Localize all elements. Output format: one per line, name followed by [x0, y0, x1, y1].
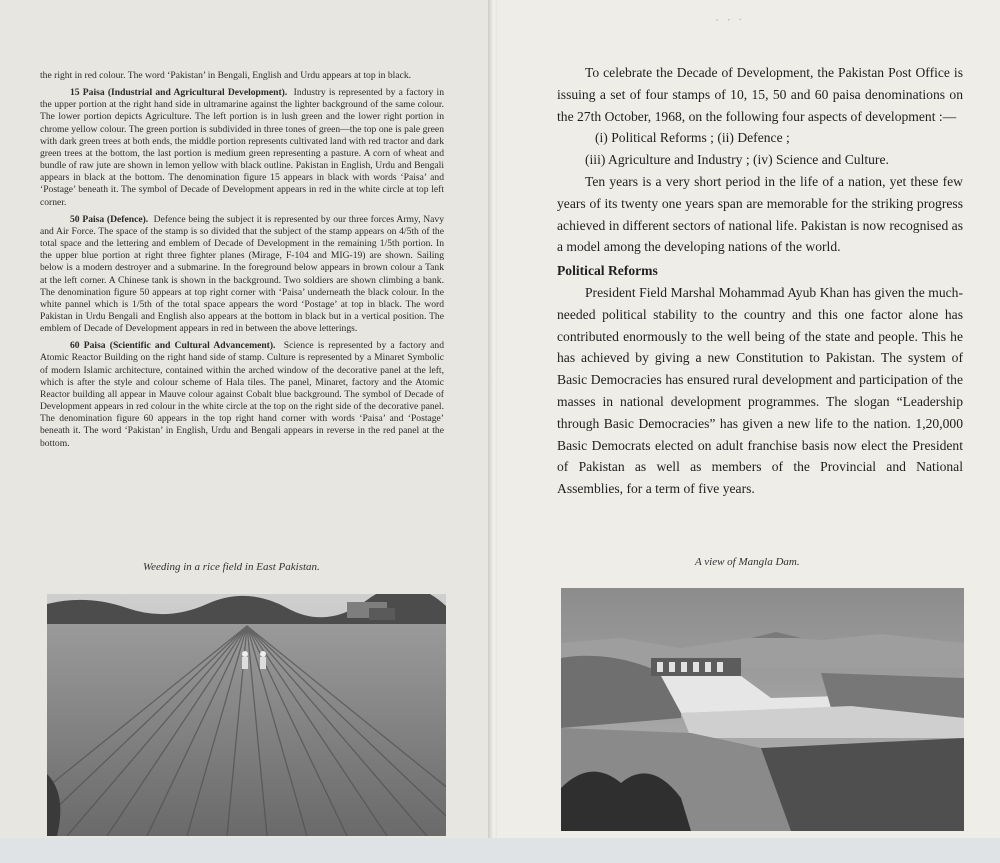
intro-paragraph: To celebrate the Decade of Development, the Pakistan Post Office is issuing a set of four stamps of 10, 15, 50 and 60 paisa denominations on the 27th October, 1968, on the following four aspects of development :— — [557, 65, 963, 124]
paisa-15-description — [40, 87, 444, 209]
rice-field-photo — [47, 594, 446, 836]
paisa-50-description — [40, 214, 444, 336]
paisa-15-text: Industry is represented by a factory in the upper portion at the right hand side in ultramarine against the lighter background of the same colour. The lower portion depicts Agriculture. The left portion is in lush green and the lower right portion in chrome yellow colour. The green portion is subdivided in three tones of green—the top one is pale green with dark green trees at both ends, the middle portion represents cultivated land with red tractor and dark green trees at the bottom, the last portion is medium green representing a pasture. A corn of wheat and bundle of raw jute are shown in lemon yellow with black outline. Pakistan in English, Urdu and Bengali appears in black at the bottom. The denomination figure 15 appears in black with words ‘Paisa’ and ‘Postage’ beneath it. The symbol of Decade of Development appears in red in the white circle at top left corner. — [40, 87, 444, 208]
paisa-60-text: Science is represented by a factory and Atomic Reactor Building on the right hand side of stamp. Culture is represented by a Minaret Symbolic of modern Islamic architecture, contained within the arched window of the decorative panel at the left, which is after the style and colour scheme of Hala tiles. The panel, Minaret, factory and the Atomic Reactor building all appear in Mauve colour against Cobalt blue background. The symbol of Decade of Development appears in red colour in the white circle at the top on the right side of the decorative panel. The denomination figure 60 appears in the top right hand corner with words ‘Paisa’ and ‘Postage’ beneath it. The word ‘Pakistan’ in English, Urdu and Bengali appears in reverse in the red panel at the bottom. — [40, 340, 445, 449]
paisa-50-text: Defence being the subject it is represented by our three forces Army, Navy and Air Force. The space of the stamp is so divided that the subject of the stamp appears on 4/5th of the total space and the lettering and emblem of Decade of Development in the remaining 1/5th portion. In the upper blue portion at right three fighter planes (Mirage, F-104 and MIG-19) are shown. Sailing below is a modern destroyer and a submarine. In the foreground below appears in brown colour a Tank at the left corner. A Chinese tank is shown in the background. Two soldiers are shown climbing a bank. The denomination figure 50 appears at top right corner with ‘Paisa’ underneath the black colour. In the white pannel which is 1/5th of the total space appears the word ‘Postage’ at top in black. The word Pakistan in Urdu Bengali and English also appears at the bottom in black but in a vertical position. The emblem of Decade of Development appears in red in between the above letterings. — [40, 213, 444, 335]
decade-of-development-text — [557, 62, 963, 500]
rice-field-caption: Weeding in a rice field in East Pakistan. — [143, 561, 320, 573]
paisa-60-description — [40, 340, 444, 449]
ten-years-paragraph: Ten years is a very short period in the life of a nation, yet these few years of its twenty one years span are memorable for the striking progress achieved in different sectors of national life. Pakistan is now recognised as a model among the developing nations of the world. — [557, 173, 963, 255]
aspects-line-2: (iii) Agriculture and Industry ; (iv) Science and Culture. — [585, 152, 889, 168]
paisa-50-heading: 50 Paisa (Defence). — [70, 213, 149, 225]
aspects-line-1: (i) Political Reforms ; (ii) Defence ; — [595, 130, 790, 146]
mangla-dam-caption: A view of Mangla Dam. — [695, 556, 800, 568]
mangla-dam-photo — [561, 588, 964, 831]
political-reforms-paragraph: President Field Marshal Mohammad Ayub Khan has given the much-needed political stability to the country and this one factor alone has contributed enormously to the well being of the state and people. This he has achieved by giving a new Constitution to Pakistan. The system of Basic Democracies has ensured rural development and participation of the masses in national development programmes. The slogan “Leadership through Basic Democracies” has given a new life to the nation. 1,20,000 Basic Democrats elected on adult franchise basis now elect the President of Pakistan as well as members of the Provincial and National Assemblies, for a term of five years. — [557, 284, 963, 497]
stamp-descriptions — [40, 70, 444, 455]
paisa-15-heading: 15 Paisa (Industrial and Agricultural Development). — [70, 87, 288, 99]
faint-stamp-mark: · · · — [714, 11, 745, 28]
paisa-60-heading: 60 Paisa (Scientific and Cultural Advancement). — [70, 340, 276, 352]
political-reforms-heading: Political Reforms — [557, 263, 658, 279]
intro-fragment: the right in red colour. The word ‘Pakistan’ in Bengali, English and Urdu appears at top in black. — [40, 70, 412, 81]
scan-background — [0, 838, 1000, 863]
